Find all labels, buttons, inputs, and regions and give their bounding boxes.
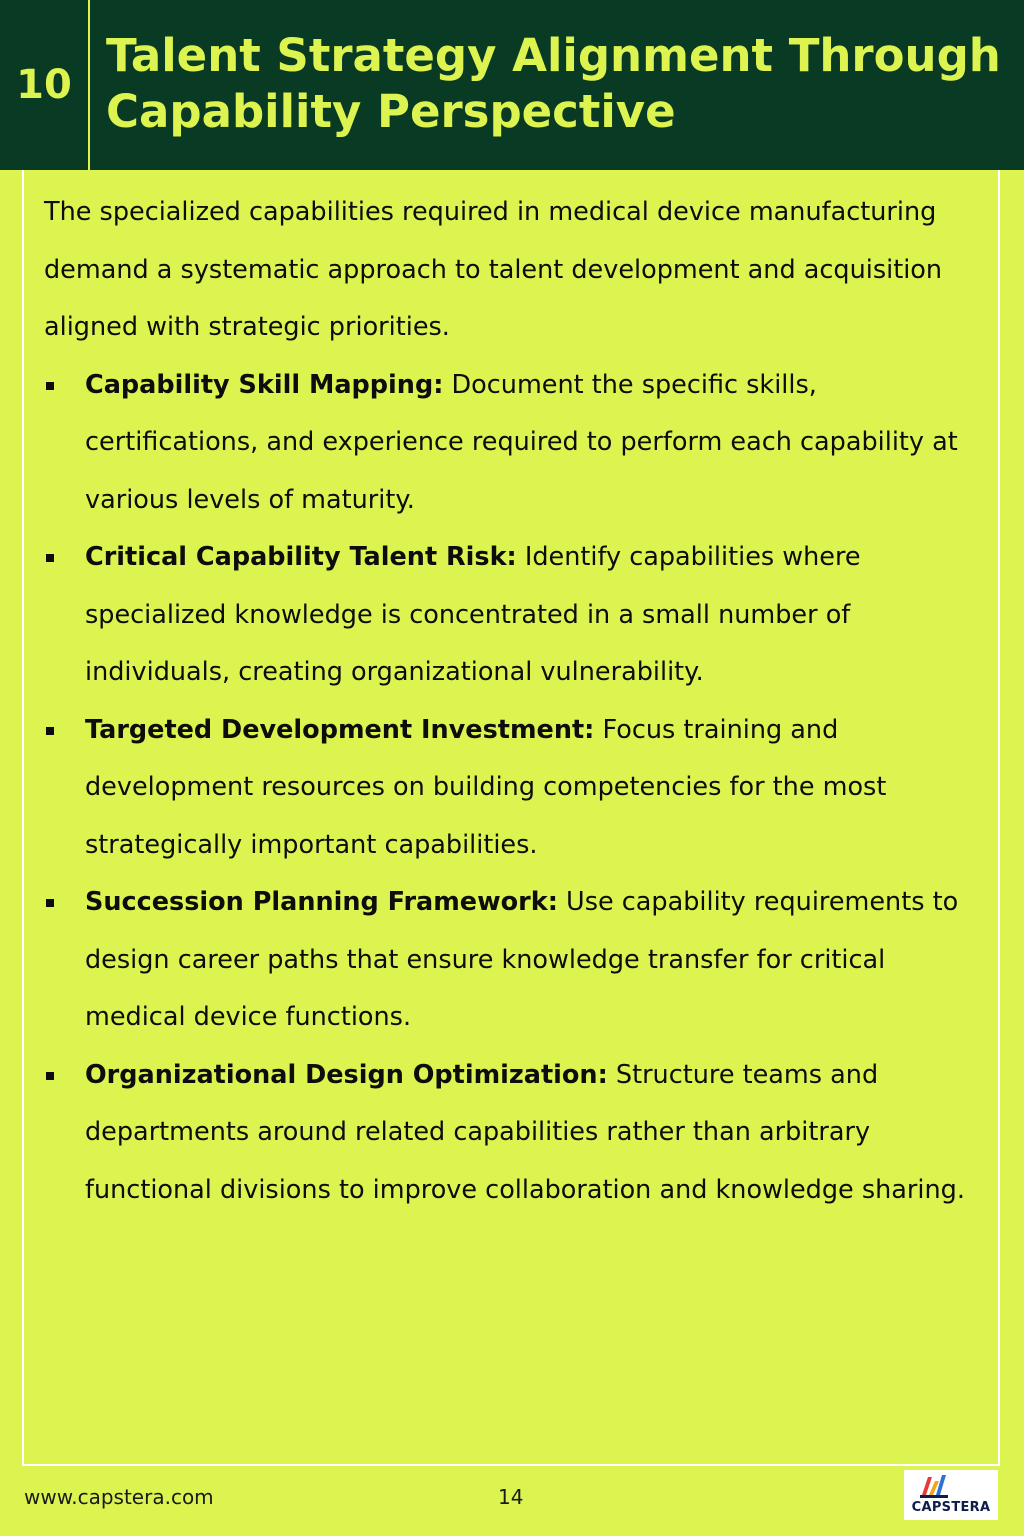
section-number: 10 <box>16 62 72 108</box>
bullet-list <box>44 357 984 1220</box>
square-bullet-icon <box>46 727 54 735</box>
bullet-text: Focus training and development resources on building competencies for the most strategically important capabilities. <box>85 714 887 860</box>
bullet-term: Targeted Development Investment: <box>85 714 595 745</box>
square-bullet-icon <box>46 382 54 390</box>
bullet-item-organizational-design <box>44 1047 984 1220</box>
bullet-item-talent-risk <box>44 529 984 702</box>
header-divider <box>88 0 90 170</box>
square-bullet-icon <box>46 554 54 562</box>
logo-text: CAPSTERA <box>911 1500 991 1515</box>
bullet-text: Document the specific skills, certifications, and experience required to perform each capability at various levels of maturity. <box>85 369 958 515</box>
square-bullet-icon <box>46 1072 54 1080</box>
main-content <box>44 184 984 1219</box>
page-title: Talent Strategy Alignment Through Capability Perspective <box>106 29 1001 138</box>
bullet-text: Identify capabilities where specialized knowledge is concentrated in a small number of individuals, creating organizational vulnerability. <box>85 542 861 687</box>
intro-paragraph: The specialized capabilities required in medical device manufacturing demand a systematic approach to talent development and acquisition aligned with strategic priorities. <box>44 197 943 342</box>
bullet-term: Critical Capability Talent Risk: <box>85 542 517 572</box>
footer-website-link[interactable]: www.capstera.com <box>24 1485 214 1509</box>
page-number: 14 <box>498 1485 524 1509</box>
bullet-term: Capability Skill Mapping: <box>85 369 444 400</box>
capstera-logo-icon <box>918 1473 950 1499</box>
bullet-term: Organizational Design Optimization: <box>85 1059 608 1090</box>
bullet-text: Use capability requirements to design career paths that ensure knowledge transfer for critical medical device functions. <box>85 887 959 1032</box>
bullet-item-development-investment <box>44 702 984 875</box>
bullet-item-skill-mapping <box>44 357 984 530</box>
square-bullet-icon <box>46 899 54 907</box>
bullet-term: Succession Planning Framework: <box>85 887 558 917</box>
bullet-text: Structure teams and departments around related capabilities rather than arbitrary functional divisions to improve collaboration and knowledge sharing. <box>85 1059 965 1205</box>
capstera-logo <box>904 1470 998 1520</box>
page-header <box>0 0 1024 170</box>
bullet-item-succession-planning <box>44 874 984 1047</box>
